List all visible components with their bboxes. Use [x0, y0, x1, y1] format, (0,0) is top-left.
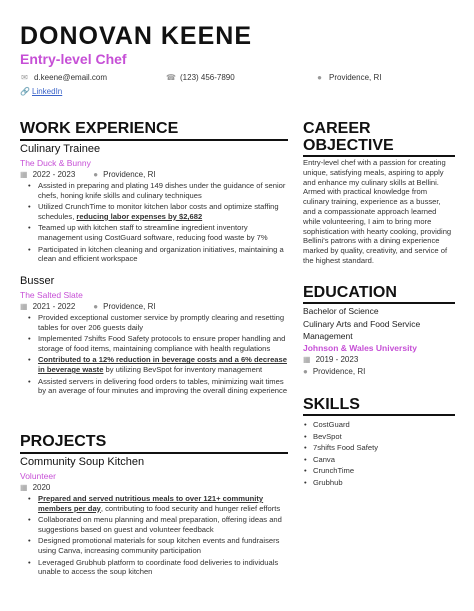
- skill-item: • 7shifts Food Safety: [303, 442, 378, 454]
- section-title-skills: SKILLS: [303, 396, 360, 413]
- section-title-work: WORK EXPERIENCE: [20, 120, 179, 137]
- degree: Bachelor of Science: [303, 306, 379, 316]
- calendar-icon: ▦: [20, 302, 28, 311]
- map-pin-icon: ●: [93, 170, 99, 179]
- calendar-icon: ▦: [20, 483, 28, 492]
- job-title: Busser: [20, 275, 55, 287]
- phone-icon: ☎: [166, 73, 176, 82]
- candidate-role: Entry-level Chef: [20, 51, 127, 67]
- section-divider: [20, 139, 288, 141]
- bullet-item: • Assisted in preparing and plating 149 dishes under the guidance of senior chefs, honing knife skills and culinary techniques: [26, 181, 288, 200]
- job-meta: [20, 302, 156, 311]
- bullet-item: • Participated in kitchen cleaning and organization initiatives, maintaining a clean and efficient workspace: [26, 245, 288, 264]
- bullet-item: • Designed promotional materials for soup kitchen events and fundraisers using Canva, increasing community participation: [26, 536, 288, 555]
- job-meta: [20, 170, 156, 179]
- link-icon: 🔗: [20, 87, 30, 96]
- project-role: Volunteer: [20, 471, 56, 481]
- map-pin-icon: ●: [93, 302, 99, 311]
- section-divider: [20, 452, 288, 454]
- envelope-icon: ✉: [21, 73, 28, 82]
- bullet-item: • Assisted servers in delivering food orders to tables, minimizing wait times by an average of four minutes and improving the overall dining experience: [26, 377, 288, 396]
- section-divider: [303, 414, 455, 416]
- bullet-item: • Contributed to a 12% reduction in beverage costs and a 6% decrease in beverage waste by utilizing BevSpot for inventory management: [26, 355, 288, 374]
- job-title: Culinary Trainee: [20, 143, 101, 155]
- section-divider: [303, 302, 455, 304]
- bullet-item: • Prepared and served nutritious meals to over 121+ community members per day, contributing to food security and hunger relief efforts: [26, 494, 288, 513]
- project-bullets: [26, 494, 288, 579]
- section-title-projects: PROJECTS: [20, 433, 107, 450]
- phone-text: (123) 456-7890: [180, 73, 235, 82]
- education-dates: [303, 355, 358, 364]
- section-title-objective-line1: CAREER: [303, 120, 371, 137]
- project-dates: 2020: [32, 483, 51, 492]
- skill-item: • Grubhub: [303, 477, 378, 489]
- project-meta: [20, 483, 50, 492]
- skill-item: • CostGuard: [303, 419, 378, 431]
- bullet-item: • Leveraged Grubhub platform to coordinate food deliveries to individuals unable to access the soup kitchen: [26, 558, 288, 577]
- section-divider: [303, 155, 455, 157]
- job-location: Providence, RI: [103, 170, 156, 179]
- project-title: Community Soup Kitchen: [20, 456, 145, 468]
- school-name: Johnson & Wales University: [303, 343, 417, 353]
- calendar-icon: ▦: [20, 170, 28, 179]
- job-dates: 2021 - 2022: [32, 302, 76, 311]
- skill-item: • CrunchTime: [303, 465, 378, 477]
- field-of-study-line2: Management: [303, 331, 353, 341]
- location-contact: [315, 73, 381, 82]
- bullet-item: • Utilized CrunchTime to monitor kitchen labor costs and optimize staffing schedules, reducing labor expenses by $2,682: [26, 202, 288, 221]
- job-dates: 2022 - 2023: [32, 170, 76, 179]
- location-text: Providence, RI: [329, 73, 382, 82]
- map-pin-icon: ●: [317, 73, 322, 82]
- skills-list: [303, 419, 378, 489]
- field-of-study-line1: Culinary Arts and Food Service: [303, 319, 421, 329]
- skill-item: • BevSpot: [303, 431, 378, 443]
- bullet-item: • Teamed up with kitchen staff to streamline ingredient inventory management using CostGuard software, reducing food waste by 7%: [26, 223, 288, 242]
- company-name: The Salted Slate: [20, 290, 83, 300]
- skill-item: • Canva: [303, 454, 378, 466]
- linkedin-link[interactable]: LinkedIn: [32, 87, 63, 96]
- job-location: Providence, RI: [103, 302, 156, 311]
- bullet-item: • Implemented 7shifts Food Safety protocols to ensure proper handling and storage of food items, maintaining compliance with health regulations: [26, 334, 288, 353]
- job-bullets: [26, 313, 288, 398]
- candidate-name: DONOVAN KEENE: [20, 22, 253, 50]
- objective-text: Entry-level chef with a passion for creating unique, satisfying meals, aspiring to apply and enhance my culinary skills at Bellini. Armed with practical knowledge from culinary training, experience as a busser, and a compassionate approach learned while volunteering, I aim to bring more sophistication with hearty cooking, providing Bellini's patrons with a dining experience marked by quality, creativity, and service of the highest standard.: [303, 158, 452, 265]
- education-location-text: Providence, RI: [312, 367, 366, 376]
- email-text: d.keene@email.com: [34, 73, 108, 82]
- education-dates-text: 2019 - 2023: [315, 355, 359, 364]
- map-pin-icon: ●: [303, 367, 308, 376]
- job-bullets: [26, 181, 288, 266]
- calendar-icon: ▦: [303, 355, 311, 364]
- phone-contact: [166, 73, 235, 82]
- company-name: The Duck & Bunny: [20, 158, 91, 168]
- email-contact: [20, 73, 107, 82]
- section-title-objective-line2: OBJECTIVE: [303, 137, 394, 154]
- section-title-education: EDUCATION: [303, 284, 397, 301]
- education-location: [303, 367, 365, 376]
- bullet-item: • Collaborated on menu planning and meal preparation, offering ideas and suggestions based on guest and volunteer feedback: [26, 515, 288, 534]
- bullet-item: • Provided exceptional customer service by promptly clearing and resetting tables for over 206 guests daily: [26, 313, 288, 332]
